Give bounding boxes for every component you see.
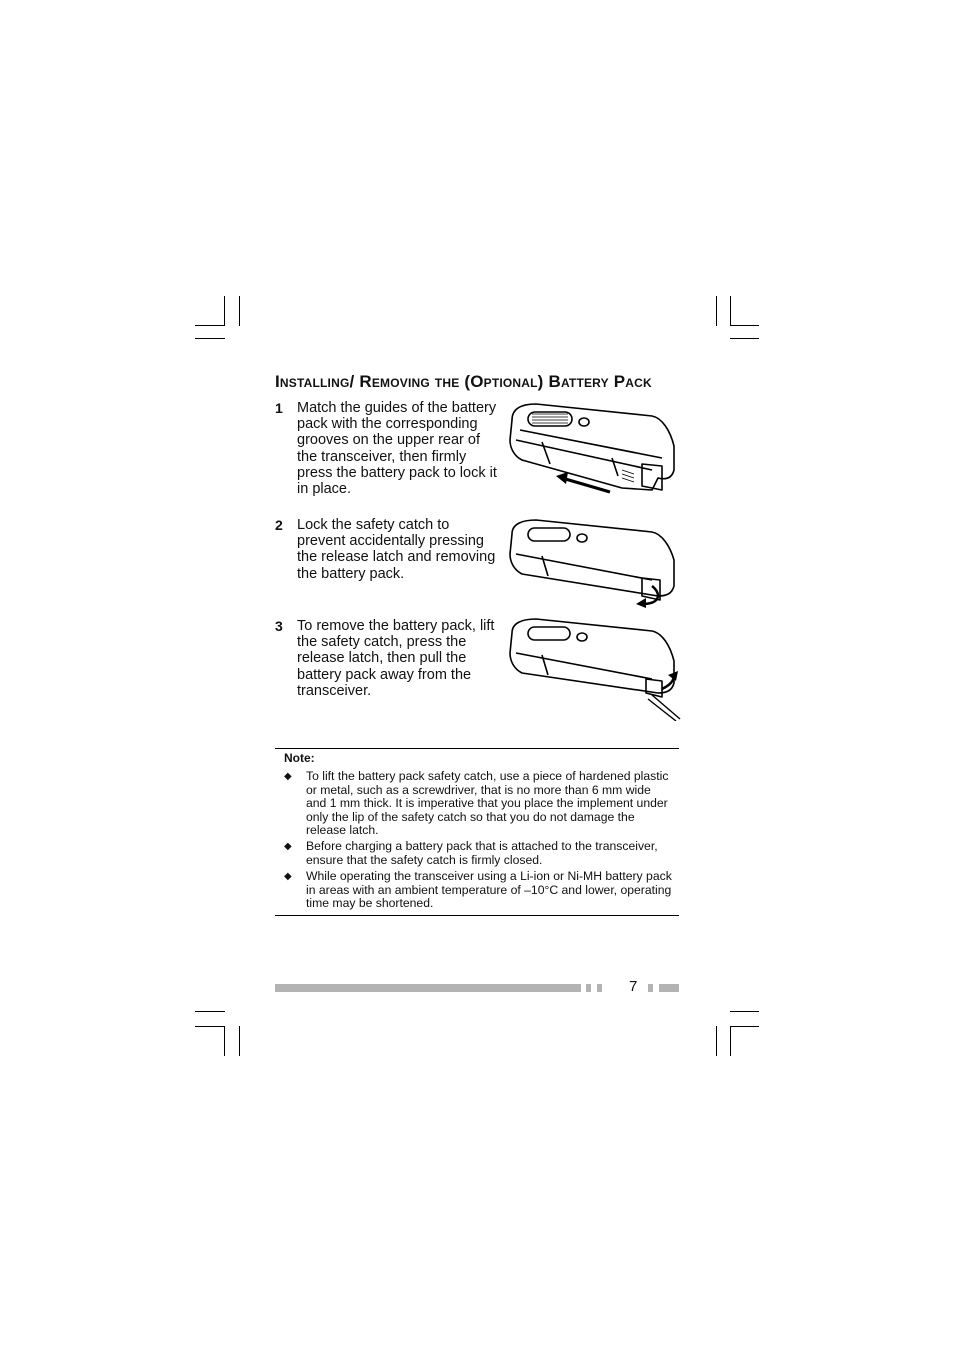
step-number: 2 [275, 517, 283, 533]
crop-mark-top-right-v2 [730, 296, 731, 326]
note-box [275, 748, 679, 916]
diamond-bullet-icon: ◆ [284, 771, 292, 782]
crop-mark-bottom-left-v1 [224, 1026, 225, 1056]
crop-mark-top-right-h1 [730, 325, 759, 326]
page-number: 7 [629, 978, 638, 995]
note-label: Note: [284, 751, 315, 765]
note-text: Before charging a battery pack that is attached to the transceiver, ensure that the safety catch is firmly closed. [306, 839, 658, 867]
step-text: Match the guides of the battery pack with the corresponding grooves on the upper rear of the transceiver, then firmly press the battery pack to lock it in place. [297, 400, 497, 498]
step-number: 1 [275, 400, 283, 416]
crop-mark-bottom-left-v2 [239, 1026, 240, 1056]
crop-mark-bottom-left-h2 [195, 1026, 225, 1027]
footer-bar-end [659, 984, 679, 992]
footer-bar-segment [648, 984, 653, 992]
note-text: While operating the transceiver using a Li-ion or Ni-MH battery pack in areas with an ambient temperature of –10°C and lower, operating time may be shortened. [306, 869, 672, 911]
battery-removal-illustration [502, 615, 684, 721]
crop-mark-bottom-right-h2 [730, 1026, 759, 1027]
step-text: Lock the safety catch to prevent accidentally pressing the release latch and removing the battery pack. [297, 517, 496, 582]
footer-bar [275, 984, 581, 992]
crop-mark-top-right-v1 [716, 296, 717, 326]
crop-mark-top-left-v1 [224, 296, 225, 326]
step-text: To remove the battery pack, lift the safety catch, press the release latch, then pull the battery pack away from the transceiver. [297, 618, 495, 699]
diamond-bullet-icon: ◆ [284, 871, 292, 882]
crop-mark-bottom-left-h1 [195, 1011, 225, 1012]
crop-mark-top-left-v2 [239, 296, 240, 326]
up-arrow-icon [662, 671, 678, 689]
step-number: 3 [275, 618, 283, 634]
crop-mark-top-left-h1 [195, 325, 225, 326]
crop-mark-bottom-right-h1 [730, 1011, 759, 1012]
crop-mark-bottom-right-v1 [716, 1026, 717, 1056]
footer-bar-segment [586, 984, 591, 992]
battery-attach-illustration [502, 400, 684, 505]
crop-mark-bottom-right-v2 [730, 1026, 731, 1056]
crop-mark-top-left-h2 [195, 338, 225, 339]
crop-mark-top-right-h2 [730, 338, 759, 339]
safety-catch-lock-illustration [502, 516, 684, 608]
diamond-bullet-icon: ◆ [284, 841, 292, 852]
note-text: To lift the battery pack safety catch, use a piece of hardened plastic or metal, such as a screwdriver, that is no more than 6 mm wide and 1 mm thick. It is imperative that you place the implement under only the lip of the safety catch so that you do not damage the release latch. [306, 769, 669, 838]
section-title: Installing/ Removing the (Optional) Battery Pack [275, 372, 652, 391]
footer-bar-segment [597, 984, 602, 992]
